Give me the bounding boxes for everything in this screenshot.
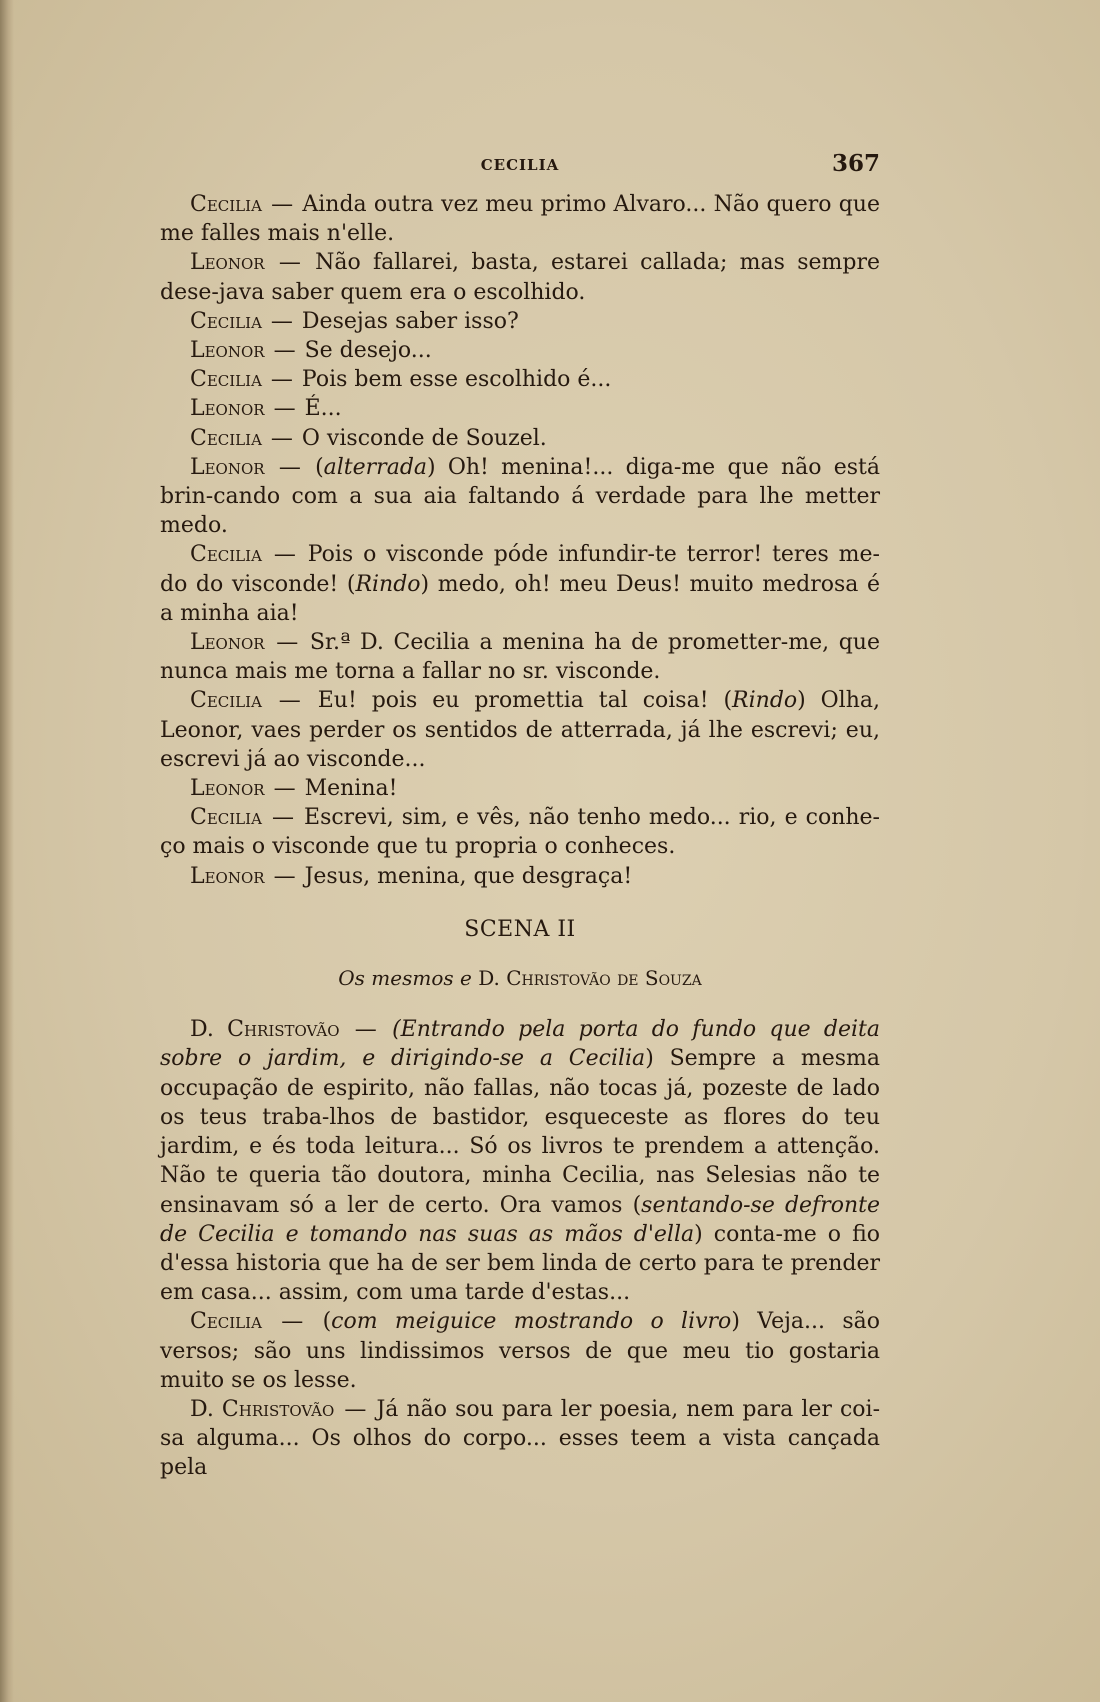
dialogue-line (160, 190, 880, 248)
dialogue-section-1 (160, 190, 880, 891)
speaker-name: Leonor (190, 250, 265, 276)
dialogue-line (160, 248, 880, 306)
scene-title: SCENA II (464, 916, 576, 942)
dialogue-section-2 (160, 1015, 880, 1482)
em-dash: — (341, 1017, 391, 1043)
speech-text: ) Sempre a mesma occupação de espirito, não fallas, não tocas já, pozeste de lado os teus traba-lhos de bastidor, esqueceste as flores do teu jardim, e és toda leitura... Só os livros te prendem a attenção. Não te queria tão doutora, minha Cecilia, nas Selesias não te ensinavam só a ler de certo. Ora vamos ( (160, 1046, 880, 1218)
em-dash: — (266, 396, 303, 422)
speaker-name: D. Christovão (190, 1396, 335, 1422)
dialogue-line (160, 365, 880, 394)
speech-text: ) conta-me o fio d'essa historia que ha de ser bem linda de certo para te prender em casa... assim, com uma tarde d'estas... (160, 1221, 881, 1306)
stage-direction: Rindo (355, 571, 421, 597)
em-dash: — (263, 192, 301, 217)
speech-text: Menina! (304, 776, 398, 802)
dialogue-line (160, 1015, 880, 1307)
em-dash: — (266, 454, 314, 480)
em-dash: — (266, 776, 303, 802)
stage-direction: ( (392, 1017, 401, 1043)
page-header (160, 150, 880, 184)
dialogue-line (160, 1307, 880, 1395)
speech-text: Ainda outra vez meu primo Alvaro... Não quero que me falles mais n'elle. (160, 192, 880, 247)
em-dash: — (263, 367, 300, 393)
dialogue-line (160, 394, 880, 423)
dialogue-line (160, 803, 880, 861)
em-dash: — (263, 425, 300, 451)
em-dash: — (266, 338, 303, 364)
speaker-name: Leonor (190, 776, 265, 802)
dialogue-line (160, 628, 880, 686)
speaker-name: Cecilia (190, 192, 262, 217)
speech-text: Pois bem esse escolhido é... (301, 367, 612, 393)
scene-desc-characters: D. Christovão de Souza (478, 966, 702, 991)
dialogue-line (160, 307, 880, 336)
speech-text: ) medo, oh! meu Deus! muito medrosa é a minha aia! (160, 571, 880, 626)
em-dash: — (263, 805, 303, 831)
scene-desc-italic: Os mesmos e (338, 966, 472, 991)
stage-direction: Entrando pela porta do fundo que deita sobre o jardim, e dirigindo-se a Cecilia (160, 1017, 881, 1072)
em-dash: — (266, 250, 314, 276)
speaker-name: Cecilia (190, 367, 262, 393)
dialogue-line (160, 774, 880, 803)
speech-text: ) Olha, Leonor, vaes perder os sentidos de atterrada, já lhe escrevi; eu, escrevi já ao visconde... (160, 688, 880, 772)
stage-direction: Rindo (732, 688, 798, 714)
speech-text: É... (304, 396, 342, 422)
speaker-name: Leonor (190, 630, 265, 656)
speech-text: Jesus, menina, que desgraça! (304, 863, 633, 889)
speech-text: ) Veja... são versos; são uns lindissimos versos de que meu tio gostaria muito se os lesse. (160, 1309, 880, 1393)
speech-text: Se desejo... (304, 338, 432, 364)
dialogue-line (160, 1395, 880, 1483)
speaker-name: Leonor (190, 396, 265, 422)
speaker-name: Cecilia (190, 542, 262, 568)
speaker-name: Cecilia (190, 1309, 262, 1335)
stage-direction: com meiguice mostrando o livro (331, 1309, 732, 1335)
speech-text: ( (315, 454, 324, 480)
speech-text: Não fallarei, basta, estarei callada; mas sempre dese-java saber quem era o escolhido. (160, 250, 880, 305)
dialogue-line (160, 686, 880, 774)
speech-text: Pois o visconde póde infundir-te terror! teres me-do do visconde! ( (160, 542, 880, 597)
speech-text: Sr.ª D. Cecilia a menina ha de prometter-me, que nunca mais me torna a fallar no sr. visconde. (160, 630, 880, 685)
speaker-name: Cecilia (190, 688, 262, 714)
speaker-name: Cecilia (190, 308, 262, 334)
dialogue-line (160, 336, 880, 365)
em-dash: — (263, 542, 306, 568)
speaker-name: Cecilia (190, 805, 262, 831)
speaker-name: Leonor (190, 454, 265, 480)
em-dash: — (266, 863, 303, 889)
speaker-name: Leonor (190, 338, 265, 364)
em-dash: — (263, 1309, 321, 1335)
stage-direction: sentando-se defronte de Cecilia e tomando nas suas as mãos d'ella (160, 1192, 880, 1247)
em-dash: — (266, 630, 308, 656)
em-dash: — (336, 1396, 375, 1422)
speaker-name: Leonor (190, 863, 265, 889)
dialogue-line (160, 540, 880, 628)
scene-description (160, 964, 880, 993)
page-number: 367 (831, 150, 880, 177)
em-dash: — (263, 308, 300, 334)
speaker-name: D. Christovão (190, 1017, 340, 1043)
stage-direction: alterrada (323, 454, 428, 480)
dialogue-line (160, 453, 880, 541)
dialogue-line (160, 862, 880, 891)
dialogue-line (160, 424, 880, 453)
speech-text: Escrevi, sim, e vês, não tenho medo... rio, e conhe-ço mais o visconde que tu propria o conheces. (160, 805, 880, 860)
running-title: CECILIA (480, 156, 560, 174)
speaker-name: Cecilia (190, 425, 262, 451)
page-body (160, 190, 880, 1483)
speech-text: ) Oh! menina!... diga-me que não está brin-cando com a sua aia faltando á verdade para lhe metter medo. (160, 454, 880, 539)
speech-text: ( (322, 1309, 332, 1335)
speech-text: Desejas saber isso? (301, 308, 519, 334)
em-dash: — (263, 688, 316, 714)
speech-text: Já não sou para ler poesia, nem para ler coi-sa alguma... Os olhos do corpo... esses teem a vista cançada pela (160, 1396, 880, 1481)
speech-text: Eu! pois eu promettia tal coisa! ( (317, 688, 733, 714)
speech-text: O visconde de Souzel. (301, 425, 547, 451)
